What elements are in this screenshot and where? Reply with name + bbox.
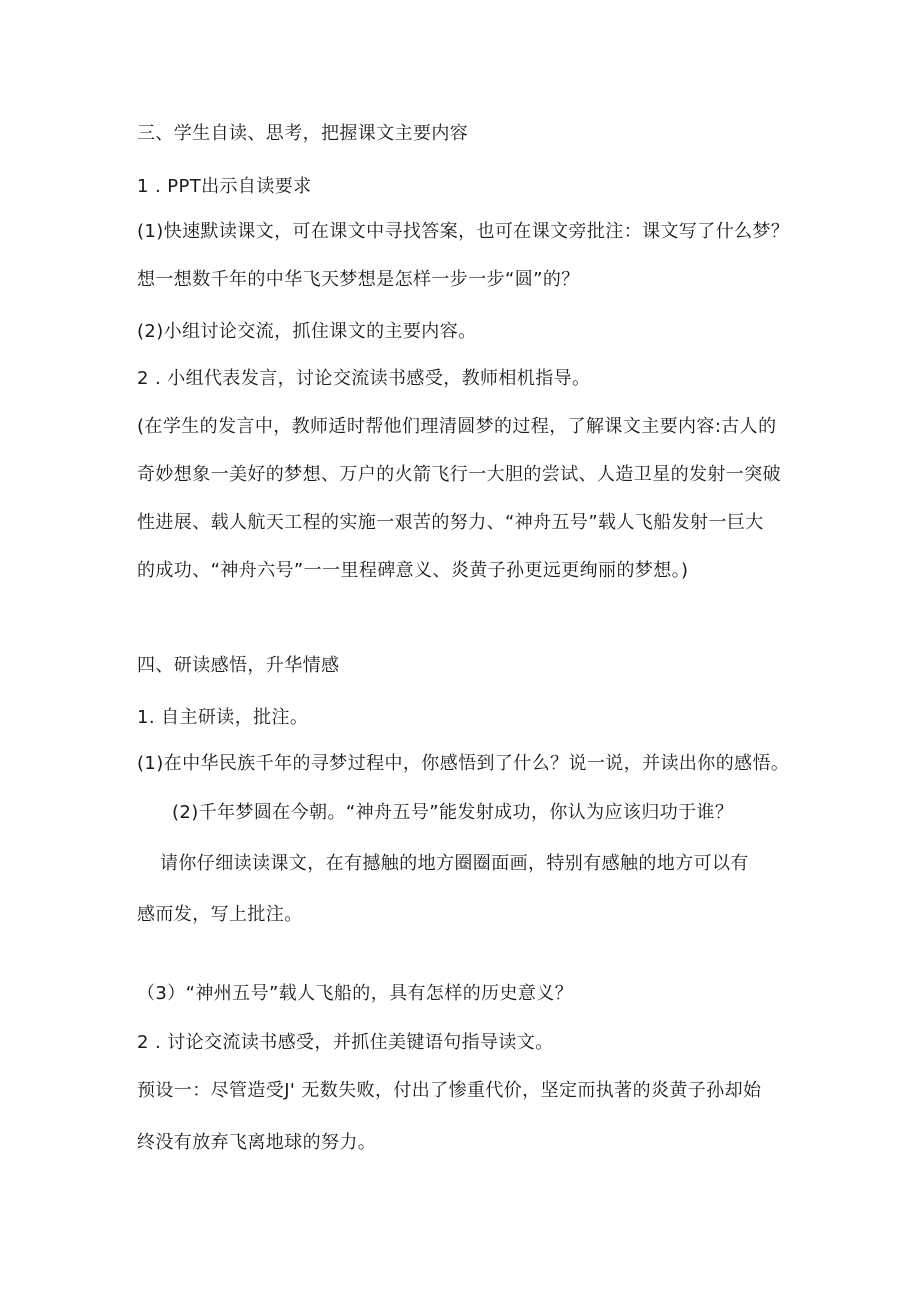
note-line-3: 性进展、载人航天工程的实施一艰苦的努力、“神舟五号”载人飞船发射一巨大 [137,512,764,533]
step-1-self-study: 1. 自主研读，批注。 [137,707,309,728]
step-2-discussion: 2 . 讨论交流读书感受，并抓住美键语句指导读文。 [137,1032,554,1053]
note-line-2: 奇妙想象一美好的梦想、万户的火箭飞行一大胆的尝试、人造卫星的发射一突破 [137,464,781,485]
preset-1-line-2: 终没有放弃飞离地球的努力。 [137,1132,377,1153]
step-2-heading: 2 . 小组代表发言，讨论交流读书感受，教师相机指导。 [137,368,591,389]
requirement-1-line-1: (1)快速默读课文，可在课文中寻找答案，也可在课文旁批注：课文写了什么梦？ [137,221,790,242]
question-3: （3）“神州五号”载人飞船的，具有怎样的历史意义？ [137,983,574,1004]
question-1: (1)在中华民族千年的寻梦过程中，你感悟到了什么？说一说，并读出你的感悟。 [137,753,790,774]
instruction-line-1: 请你仔细读读课文，在有撼触的地方圈圈面画，特别有感触的地方可以有 [160,853,749,874]
preset-1-line-1: 预设一：尽管造受J' 无数失败，付出了惨重代价，坚定而执著的炎黄子孙却始 [137,1080,762,1101]
section-heading-3: 三、学生自读、思考，把握课文主要内容 [137,123,469,144]
instruction-line-2: 感而发，写上批注。 [137,904,303,925]
section-heading-4: 四、研读感悟，升华情感 [137,655,340,676]
requirement-1-line-2: 想一想数千年的中华飞天梦想是怎样一步一步“圆”的？ [137,269,580,290]
question-2: (2)千年梦圆在今朝。“神舟五号”能发射成功，你认为应该归功于谁？ [172,802,734,823]
note-line-1: (在学生的发言中，教师适时帮他们理清圆梦的过程，了解课文主要内容:古人的 [137,416,777,437]
note-line-4: 的成功、“神舟六号”一一里程碑意义、炎黄子孙更远更绚丽的梦想。) [137,560,689,581]
requirement-2: (2)小组讨论交流，抓住课文的主要内容。 [137,321,477,342]
step-1-heading: 1 . PPT出示自读要求 [137,176,312,197]
